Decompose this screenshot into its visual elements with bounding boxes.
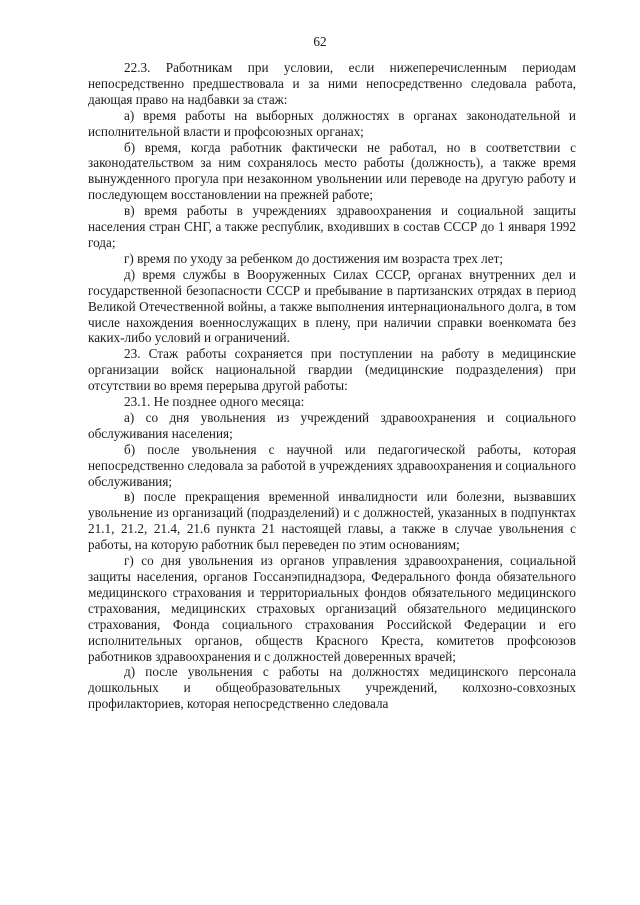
paragraph-23-1-a: а) со дня увольнения из учреждений здравоохранения и социального обслуживания населения; <box>88 409 576 441</box>
paragraph-23-1-d: д) после увольнения с работы на должностях медицинского персонала дошкольных и общеобразовательных учреждений, колхозно-совхозных профилакториев, которая непосредственно следовала <box>88 664 576 712</box>
paragraph-22-3-g: г) время по уходу за ребенком до достижения им возраста трех лет; <box>124 250 504 266</box>
page-number: 62 <box>313 34 327 49</box>
paragraph-22-3-a: а) время работы на выборных должностях в органах законодательной и исполнительной власти и профсоюзных органах; <box>88 107 576 139</box>
paragraph-22-3-b: б) время, когда работник фактически не работал, но в соответствии с законодательством за ним сохранялось место работы (должность), а также время вынужденного прогула при незаконном увольнении или переводе на другую работу и последующем восстановлении на прежней работе; <box>88 139 576 203</box>
paragraph-23-1-g: г) со дня увольнения из органов управления здравоохранения, социальной защиты населения, органов Госсанэпиднадзора, Федерального фонда обязательного медицинского страхования и территориальных фондов обязательного медицинского страхования, медицинских страховых организаций обязательного медицинского страхования, Фонда социального страхования Российской Федерации и его исполнительных органов, обществ Красного Креста, комитетов профсоюзов работников здравоохранения и с должностей доверенных врачей; <box>88 553 576 664</box>
paragraph-22-3-d: д) время службы в Вооруженных Силах СССР, органах внутренних дел и государственной безопасности СССР и пребывание в партизанских отрядах в период Великой Отечественной войны, а также выполнения интернационального долга, в том числе нахождения военнослужащих в плену, при наличии справки военкомата без каких-либо условий и ограничений. <box>88 266 576 346</box>
paragraph-23: 23. Стаж работы сохраняется при поступлении на работу в медицинские организации войск национальной гвардии (медицинские подразделения) при отсутствии во время перерыва другой работы: <box>88 346 576 394</box>
paragraph-22-3-v: в) время работы в учреждениях здравоохранения и социальной защиты населения стран СНГ, а также республик, входивших в состав СССР до 1 января 1992 года; <box>88 203 576 250</box>
paragraph-23-1: 23.1. Не позднее одного месяца: <box>124 394 305 410</box>
paragraph-22-3: 22.3. Работникам при условии, если нижеперечисленным периодам непосредственно предшествовала и за ними непосредственно следовала работа, дающая право на надбавки за стаж: <box>88 60 576 107</box>
paragraph-23-1-b: б) после увольнения с научной или педагогической работы, которая непосредственно следовала за работой в учреждениях здравоохранения и социального обслуживания; <box>88 441 576 489</box>
paragraph-23-1-v: в) после прекращения временной инвалидности или болезни, вызвавших увольнение из организаций (подразделений) и с должностей, указанных в подпунктах 21.1, 21.2, 21.4, 21.6 пункта 21 настоящей главы, а также в случае увольнения с работы, на которую работник был переведен по этим основаниям; <box>88 489 576 553</box>
document-body <box>88 60 576 712</box>
